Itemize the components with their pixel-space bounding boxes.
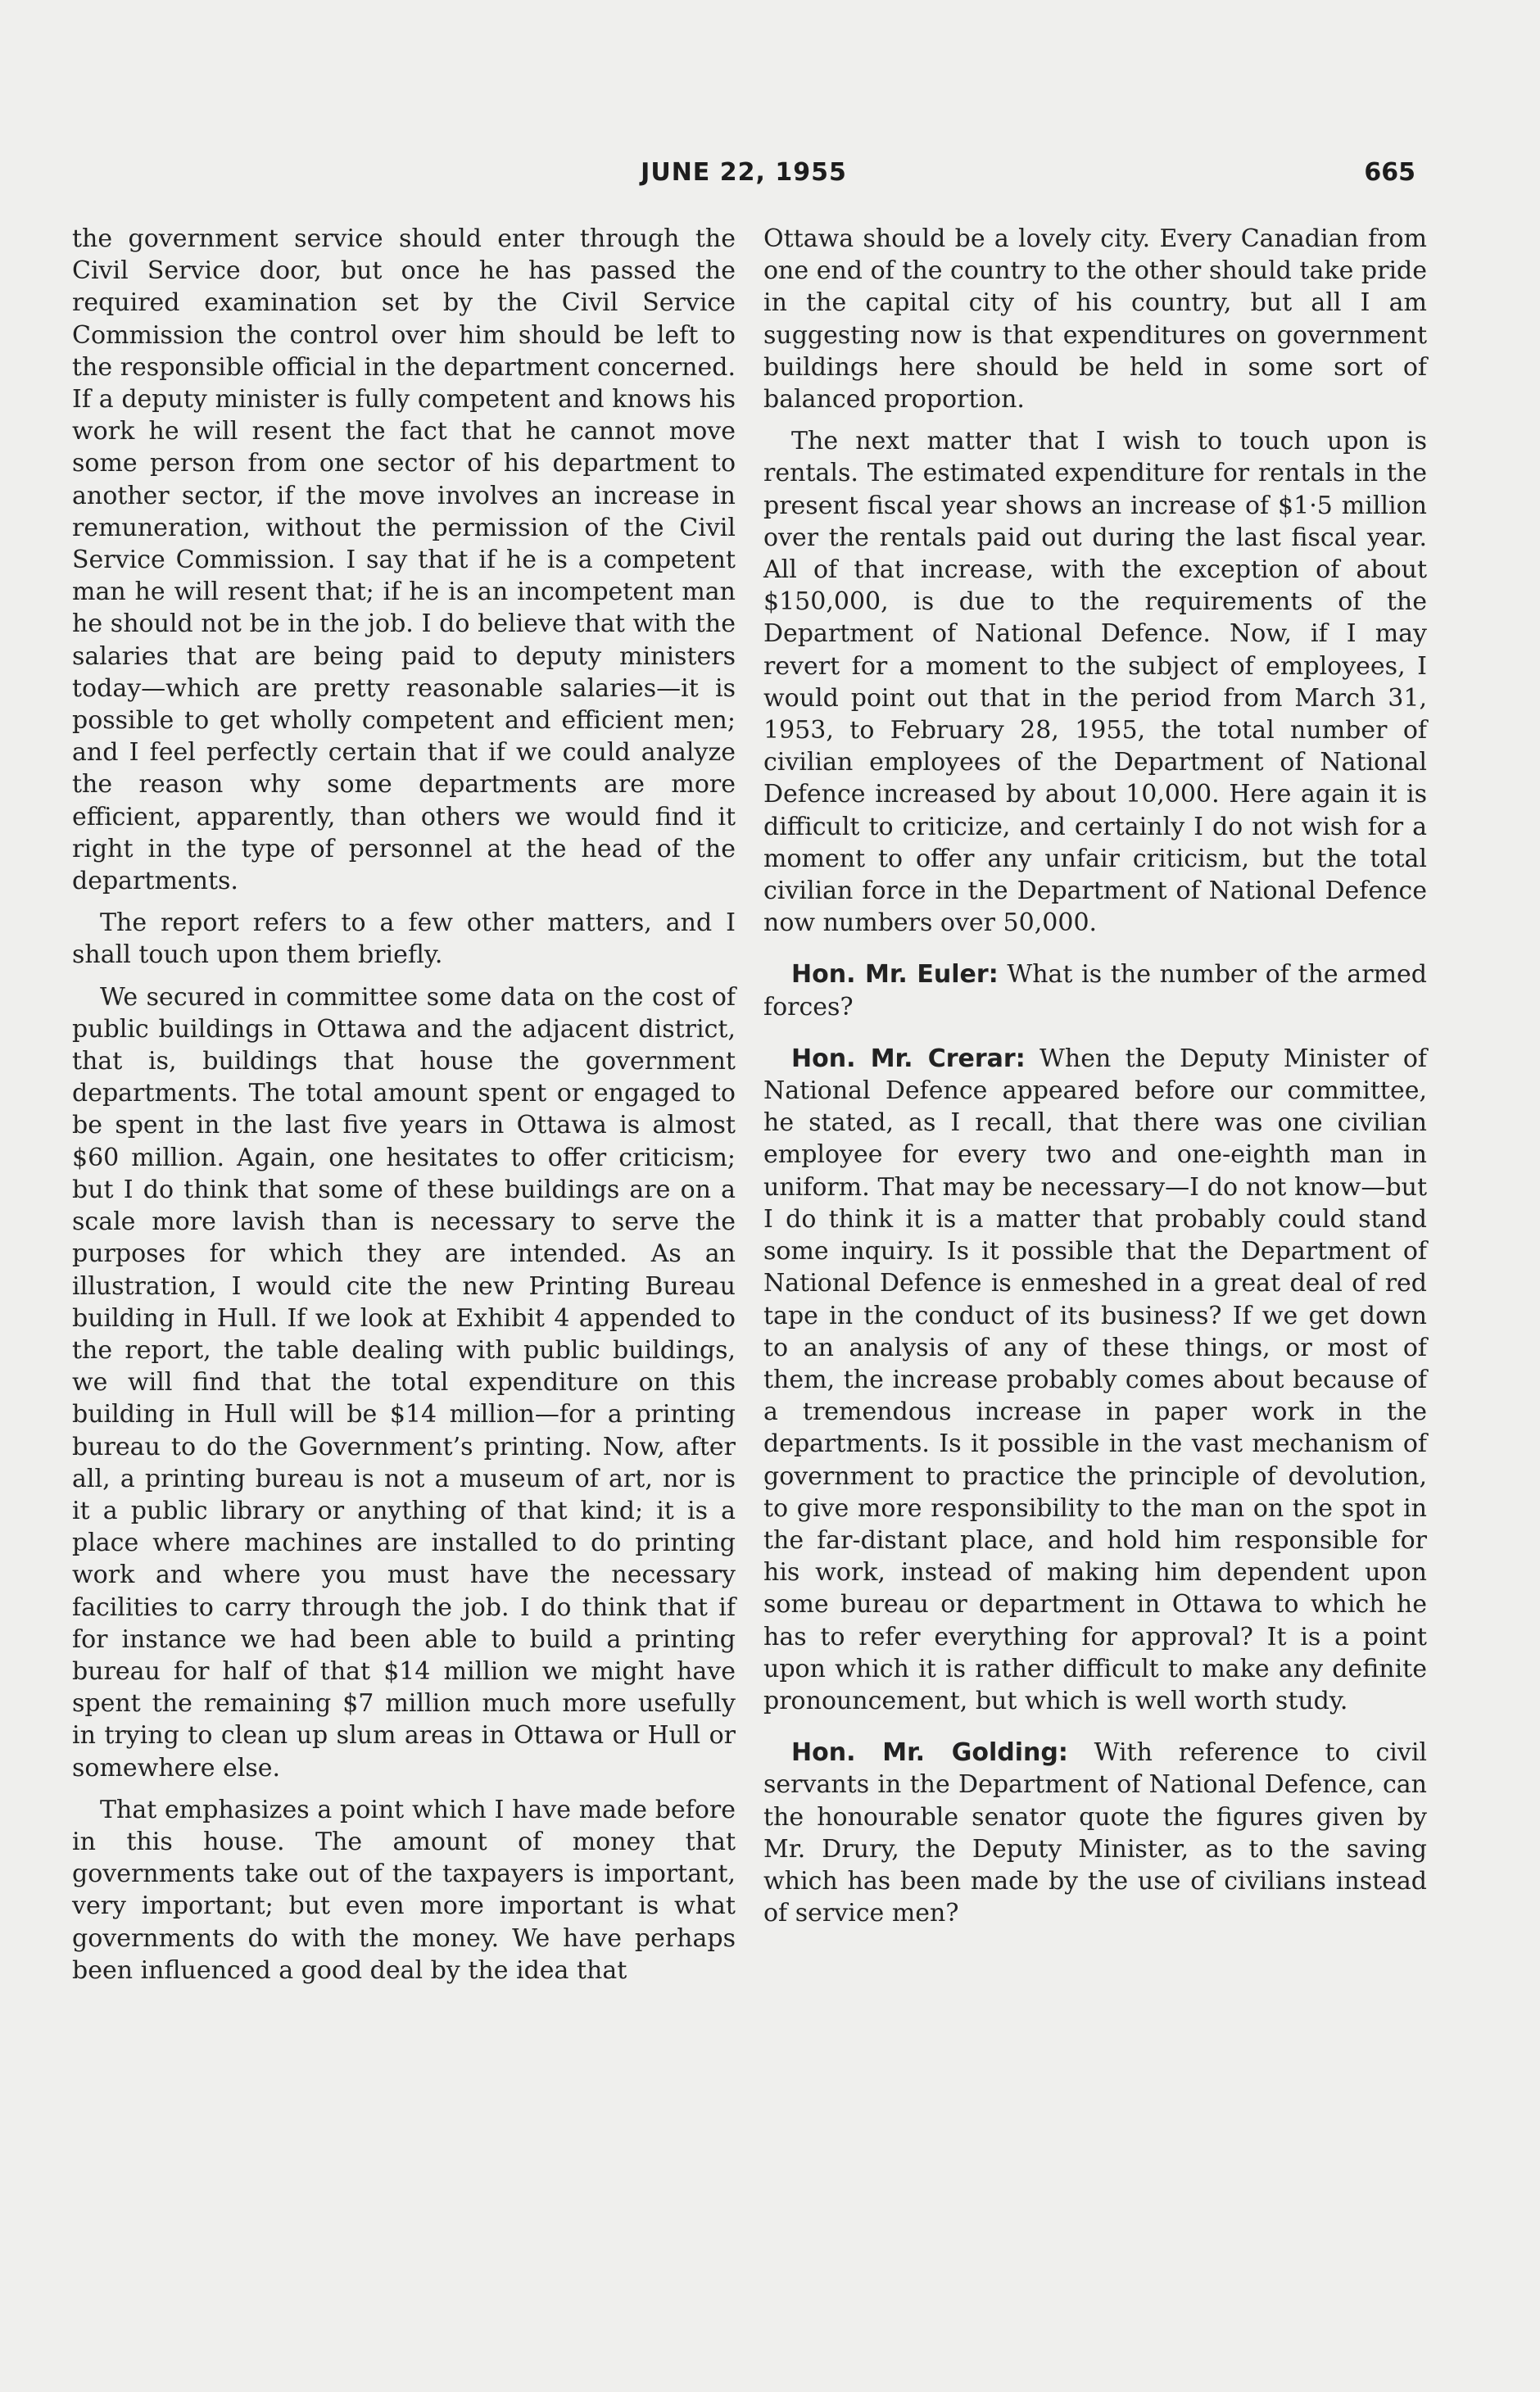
left-column [72, 223, 736, 1987]
paragraph: We secured in committee some data on the cost of public buildings in Ottawa and the adjacent district, that is, buildings that house the government departments. The total amount spent or engaged to be spent in the last five years in Ottawa is almost $60 million. Again, one hesitates to offer criticism; but I do think that some of these buildings are on a scale more lavish than is necessary to serve the purposes for which they are intended. As an illustration, I would cite the new Printing Bureau building in Hull. If we look at Exhibit 4 appended to the report, the table dealing with public buildings, we will find that the total expenditure on this building in Hull will be $14 million—for a printing bureau to do the Government’s printing. Now, after all, a printing bureau is not a museum of art, nor is it a public library or anything of that kind; it is a place where machines are installed to do printing work and where you must have the necessary facilities to carry through the job. I do think that if for instance we had been able to build a printing bureau for half of that $14 million we might have spent the remaining $7 million much more usefully in trying to clean up slum areas in Ottawa or Hull or somewhere else. [72, 982, 736, 1783]
paragraph: The next matter that I wish to touch upon is rentals. The estimated expenditure for rentals in the present fiscal year shows an increase of $1·5 million over the rentals paid out during the last fiscal year. All of that increase, with the exception of about $150,000, is due to the requirements of the Department of National Defence. Now, if I may revert for a moment to the subject of employees, I would point out that in the period from March 31, 1953, to February 28, 1955, the total number of civilian employees of the Department of National Defence increased by about 10,000. Here again it is difficult to criticize, and certainly I do not wish for a moment to offer any unfair criticism, but the total civilian force in the Department of National Defence now numbers over 50,000. [763, 427, 1427, 938]
right-column [763, 223, 1427, 1929]
speaker-name: Hon. Mr. Euler: [791, 960, 999, 990]
speech-paragraph [763, 1043, 1427, 1717]
paragraph: the government service should enter through the Civil Service door, but once he has passed the required examination set by the Civil Service Commission the control over him should be left to the responsible official in the department concerned. If a deputy minister is fully competent and knows his work he will resent the fact that he cannot move some person from one sector of his department to another sector, if the move involves an increase in remuneration, without the permission of the Civil Service Commission. I say that if he is a competent man he will resent that; if he is an incompetent man he should not be in the job. I do believe that with the salaries that are being paid to deputy ministers today—which are pretty reasonable salaries—it is possible to get wholly competent and efficient men; and I feel perfectly certain that if we could analyze the reason why some departments are more efficient, apparently, than others we would find it right in the type of personnel at the head of the departments. [72, 224, 736, 896]
speech-text: When the Deputy Minister of National Defence appeared before our committee, he stated, as I recall, that there was one civilian employee for every two and one-eighth man in uniform. That may be necessary—I do not know—but I do think it is a matter that probably could stand some inquiry. Is it possible that the Department of National Defence is enmeshed in a great deal of red tape in the conduct of its business? If we get down to an analysis of any of these things, or most of them, the increase probably comes about because of a tremendous increase in paper work in the departments. Is it possible in the vast mechanism of government to practice the principle of devolution, to give more responsibility to the man on the spot in the far-distant place, and hold him responsible for his work, instead of making him dependent upon some bureau or department in Ottawa to which he has to refer everything for approval? It is a point upon which it is rather difficult to make any definite pronouncement, but which is well worth study. [763, 1044, 1427, 1715]
speaker-name: Hon. Mr. Golding: [791, 1738, 1068, 1768]
page-header [72, 158, 1415, 194]
paragraph: That emphasizes a point which I have made before in this house. The amount of money that governments take out of the taxpayers is important, very important; but even more important is what governments do with the money. We have perhaps been influenced a good deal by the idea that [72, 1795, 736, 1985]
page-number: 665 [1364, 158, 1415, 187]
speech-text: With reference to civil servants in the Department of National Defence, can the honourable senator quote the figures given by Mr. Drury, the Deputy Minister, as to the saving which has been made by the use of civilians instead of service men? [763, 1738, 1428, 1928]
paragraph: Ottawa should be a lovely city. Every Canadian from one end of the country to the other should take pride in the capital city of his country, but all I am suggesting now is that expenditures on government buildings here should be held in some sort of balanced proportion. [763, 224, 1427, 415]
speech-paragraph [763, 958, 1427, 1022]
page-date: JUNE 22, 1955 [641, 158, 847, 187]
speech-paragraph [763, 1737, 1427, 1929]
speech-text: What is the number of the armed forces? [763, 960, 1427, 1022]
speaker-name: Hon. Mr. Crerar: [791, 1044, 1026, 1073]
paragraph: The report refers to a few other matters, and I shall touch upon them briefly. [72, 908, 736, 970]
